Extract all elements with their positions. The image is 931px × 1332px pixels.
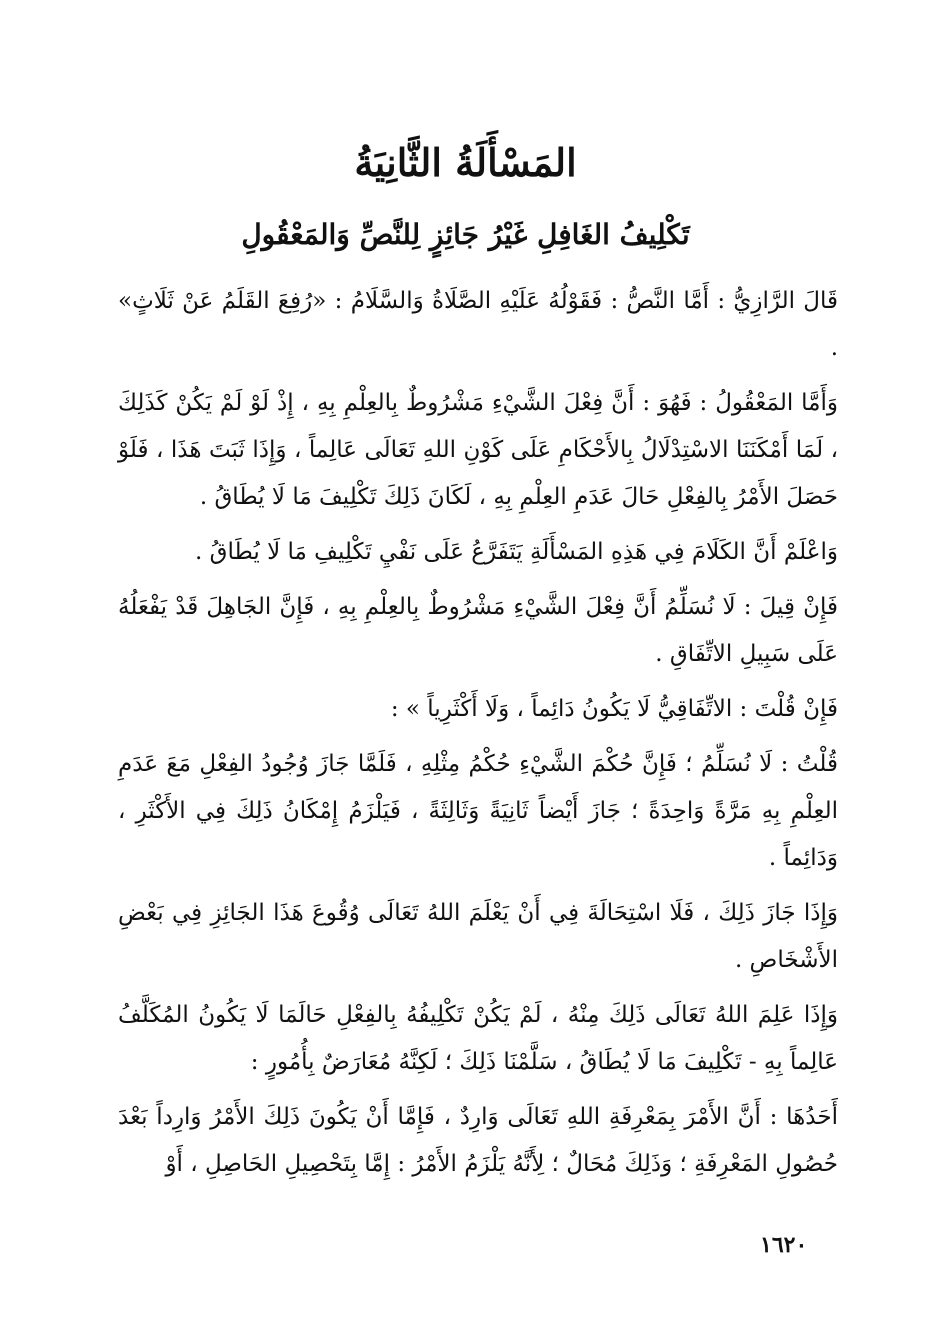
page-subtitle: تَكْلِيفُ الغَافِلِ غَيْرُ جَائِزٍ لِلنَّصِّ وَالمَعْقُولِ	[241, 218, 690, 251]
paragraph: وَإِذَا عَلِمَ اللهُ تَعَالَى ذَلِكَ مِنْهُ ، لَمْ يَكُنْ تَكْلِيفُهُ بِالفِعْلِ حَالَمَا لَا يَكُونُ المُكَلَّفُ عَالِماً بِهِ - تَكْلِيفَ مَا لَا يُطَاقُ ، سَلَّمْنَا ذَلِكَ ؛ لَكِنَّهُ مُعَارَضٌ بِأُمُورٍ :	[118, 1002, 838, 1075]
paragraph: وَاعْلَمْ أَنَّ الكَلَامَ فِي هَذِهِ المَسْأَلَةِ يَتَفَرَّعُ عَلَى نَفْيِ تَكْلِيفِ مَا لَا يُطَاقُ .	[195, 539, 838, 565]
paragraph: قُلْتُ : لَا نُسَلِّمُ ؛ فَإِنَّ حُكْمَ الشَّيْءِ حُكْمُ مِثْلِهِ ، فَلَمَّا جَازَ وُجُودُ الفِعْلِ مَعَ عَدَمِ العِلْمِ بِهِ مَرَّةً وَاحِدَةً ؛ جَازَ أَيْضاً ثَانِيَةً وَثَالِثَةً ، فَيَلْزَمُ إِمْكَانُ ذَلِكَ فِي الأَكْثَرِ ، وَدَائِماً .	[118, 751, 838, 871]
paragraph: وَأَمَّا المَعْقُولُ : فَهُوَ : أَنَّ فِعْلَ الشَّيْءِ مَشْرُوطٌ بِالعِلْمِ بِهِ ، إِذْ لَوْ لَمْ يَكُنْ كَذَلِكَ ، لَمَا أَمْكَنَنَا الاسْتِدْلَالُ بِالأَحْكَامِ عَلَى كَوْنِ اللهِ تَعَالَى عَالِماً ، وَإِذَا ثَبَتَ هَذَا ، فَلَوْ حَصَلَ الأَمْرُ بِالفِعْلِ حَالَ عَدَمِ العِلْمِ بِهِ ، لَكَانَ ذَلِكَ تَكْلِيفَ مَا لَا يُطَاقُ .	[118, 390, 838, 510]
page-number: ١٦٢٠	[760, 1232, 808, 1258]
paragraph: وَإِذَا جَازَ ذَلِكَ ، فَلَا اسْتِحَالَةَ فِي أَنْ يَعْلَمَ اللهُ تَعَالَى وُقُوعَ هَذَا الجَائِزِ فِي بَعْضِ الأَشْخَاصِ .	[118, 900, 838, 973]
paragraph: قَالَ الرَّازِيُّ : أَمَّا النَّصُّ : فَقَوْلُهُ عَلَيْهِ الصَّلَاةُ وَالسَّلَامُ : «رُفِعَ القَلَمُ عَنْ ثَلَاثٍ» .	[118, 288, 838, 361]
body-text	[118, 278, 838, 1196]
paragraph: فَإِنْ قِيلَ : لَا نُسَلِّمُ أَنَّ فِعْلَ الشَّيْءِ مَشْرُوطٌ بِالعِلْمِ بِهِ ، فَإِنَّ الجَاهِلَ قَدْ يَفْعَلُهُ عَلَى سَبِيلِ الاتِّفَاقِ .	[118, 594, 838, 667]
page-title: المَسْأَلَةُ الثَّانِيَةُ	[354, 140, 577, 185]
paragraph: أَحَدُهَا : أَنَّ الأَمْرَ بِمَعْرِفَةِ اللهِ تَعَالَى وَارِدٌ ، فَإِمَّا أَنْ يَكُونَ ذَلِكَ الأَمْرُ وَارِداً بَعْدَ حُصُولِ المَعْرِفَةِ ؛ وَذَلِكَ مُحَالٌ ؛ لِأَنَّهُ يَلْزَمُ الأَمْرُ : إِمَّا بِتَحْصِيلِ الحَاصِلِ ، أَوْ	[118, 1104, 838, 1177]
paragraph: فَإِنْ قُلْتَ : الاتِّفَاقِيُّ لَا يَكُونُ دَائِماً ، وَلَا أَكْثَرِياً » :	[390, 696, 838, 722]
